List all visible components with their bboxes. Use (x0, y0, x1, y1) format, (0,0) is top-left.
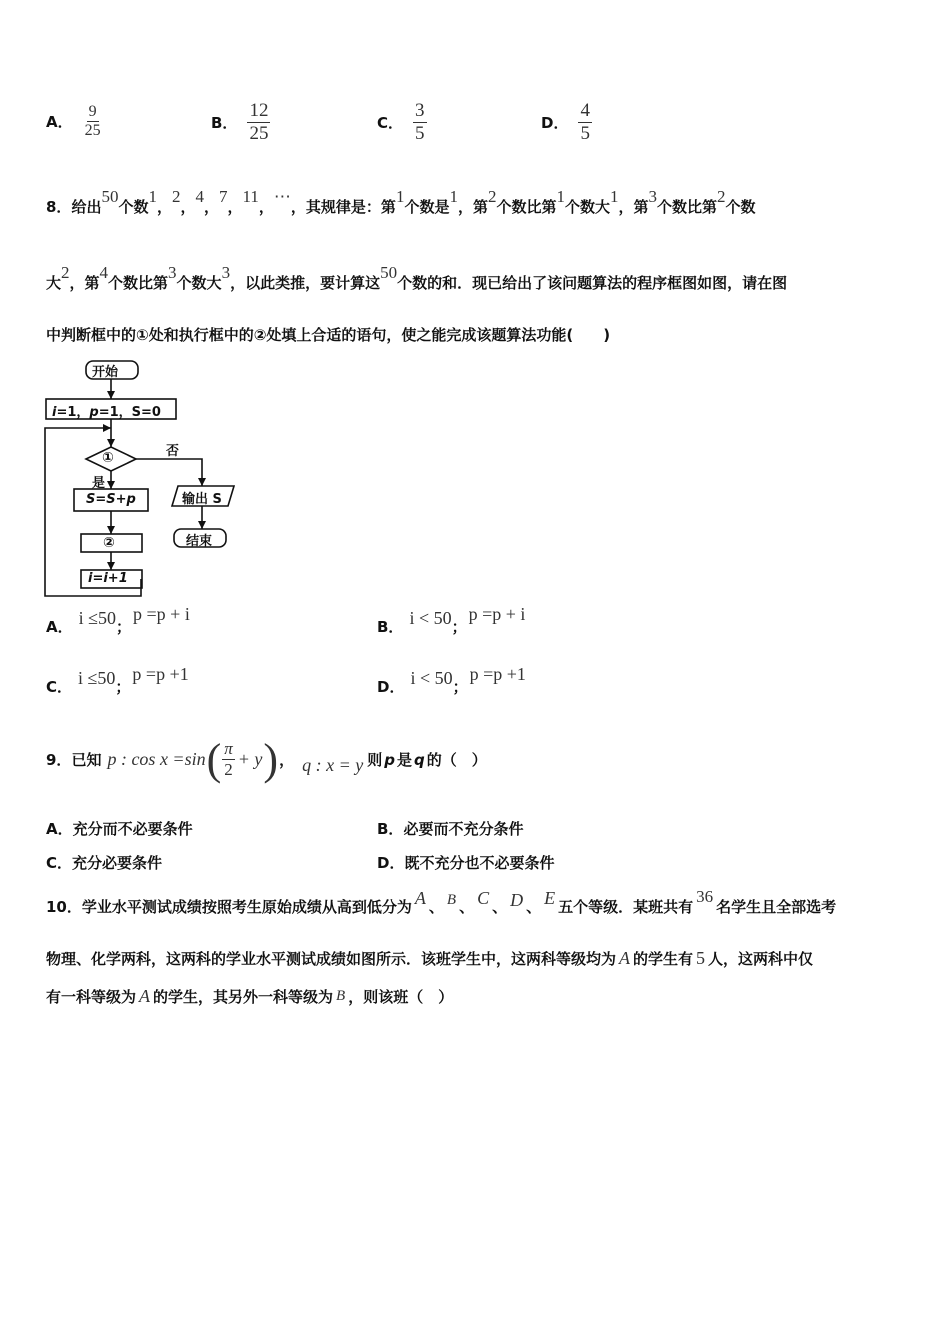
q8-option-d: D． i < 50 ； p =p +1 (377, 664, 526, 696)
q8-option-c: C． i ≤50 ； p =p +1 (46, 664, 189, 696)
q7-option-c-fraction: $\frac{3}{5}$ (415, 100, 425, 144)
q9-option-b: B．必要而不充分条件 (377, 820, 524, 838)
flowchart-end: 结束 (186, 534, 213, 549)
q7-option-c: C． $\frac{3}{5}$ (377, 100, 425, 144)
q9-fraction: $\frac{\pi}{2}$ (224, 739, 233, 779)
right-paren: ) (263, 735, 279, 784)
flowchart-output: 输出 S (182, 492, 222, 507)
q9-option-d: D．既不充分也不必要条件 (377, 854, 555, 872)
q7-option-a: A． $\frac{9}{25}$ (46, 103, 101, 140)
left-paren: ( (206, 735, 222, 784)
q9-option-a: A．充分而不必要条件 (46, 820, 193, 838)
q8-option-a: A． i ≤50 ； p =p + i (46, 604, 190, 636)
flowchart-yes-label: 是 (92, 476, 106, 491)
q10-line-3: 有一科等级为 A 的学生，其另外一科等级为 B ，则该班（ ） (46, 986, 454, 1006)
q8-line-1: 8． 给出 50 个数 1 ， 2 ， 4 ， 7 ， 11 ， ⋯ ，其规律是：第 1 个数是 1 ，第 2 个数比第 1 个数大 1 ，第 3 个数比第 2 个数 (46, 186, 756, 216)
q7-option-a-fraction: $\frac{9}{25}$ (84, 103, 101, 140)
flowchart (40, 356, 240, 600)
flowchart-start: 开始 (92, 365, 119, 380)
flowchart-no-label: 否 (166, 444, 180, 459)
flowchart-decision-1: ① (102, 450, 114, 466)
q8-line-2: 大 2 ，第 4 个数比第 3 个数大 3 ，以此类推，要计算这 50 个数的和．现已给出了该问题算法的程序框图如图，请在图 (46, 262, 788, 292)
q9-option-c: C．充分必要条件 (46, 854, 163, 872)
flowchart-step-2: ② (103, 535, 115, 551)
q8-option-b: B． i < 50 ； p =p + i (377, 604, 526, 636)
q7-option-b-fraction: $\frac{12}{25}$ (249, 100, 269, 144)
flowchart-assign: S=S+p (86, 492, 136, 507)
q7-option-b: B． $\frac{12}{25}$ (211, 100, 269, 144)
q8-line-3: 中判断框中的①处和执行框中的②处填上合适的语句，使之能完成该题算法功能( ) (46, 326, 611, 344)
flowchart-lines (40, 356, 240, 600)
q7-option-d: D． $\frac{4}{5}$ (541, 100, 590, 144)
q7-option-d-fraction: $\frac{4}{5}$ (580, 100, 590, 144)
q9-stem: 9． 已知 p : cos x =sin ( $\frac{\pi}{2}$ + y ) ， q : x = y 则 p 是 q 的（ ） (46, 735, 487, 784)
q10-line-1: 10． 学业水平测试成绩按照考生原始成绩从高到低分为 A 、 B 、 C 、 D 、 E 五个等级．某班共有 36 名学生且全部选考 (46, 886, 837, 916)
flowchart-increment: i=i+1 (88, 571, 128, 586)
q10-line-2: 物理、化学两科，这两科的学业水平测试成绩如图所示．该班学生中，这两科等级均为 A 的学生有 5 人，这两科中仅 (46, 948, 814, 968)
flowchart-init: i=1，p=1，S=0 (52, 405, 161, 420)
